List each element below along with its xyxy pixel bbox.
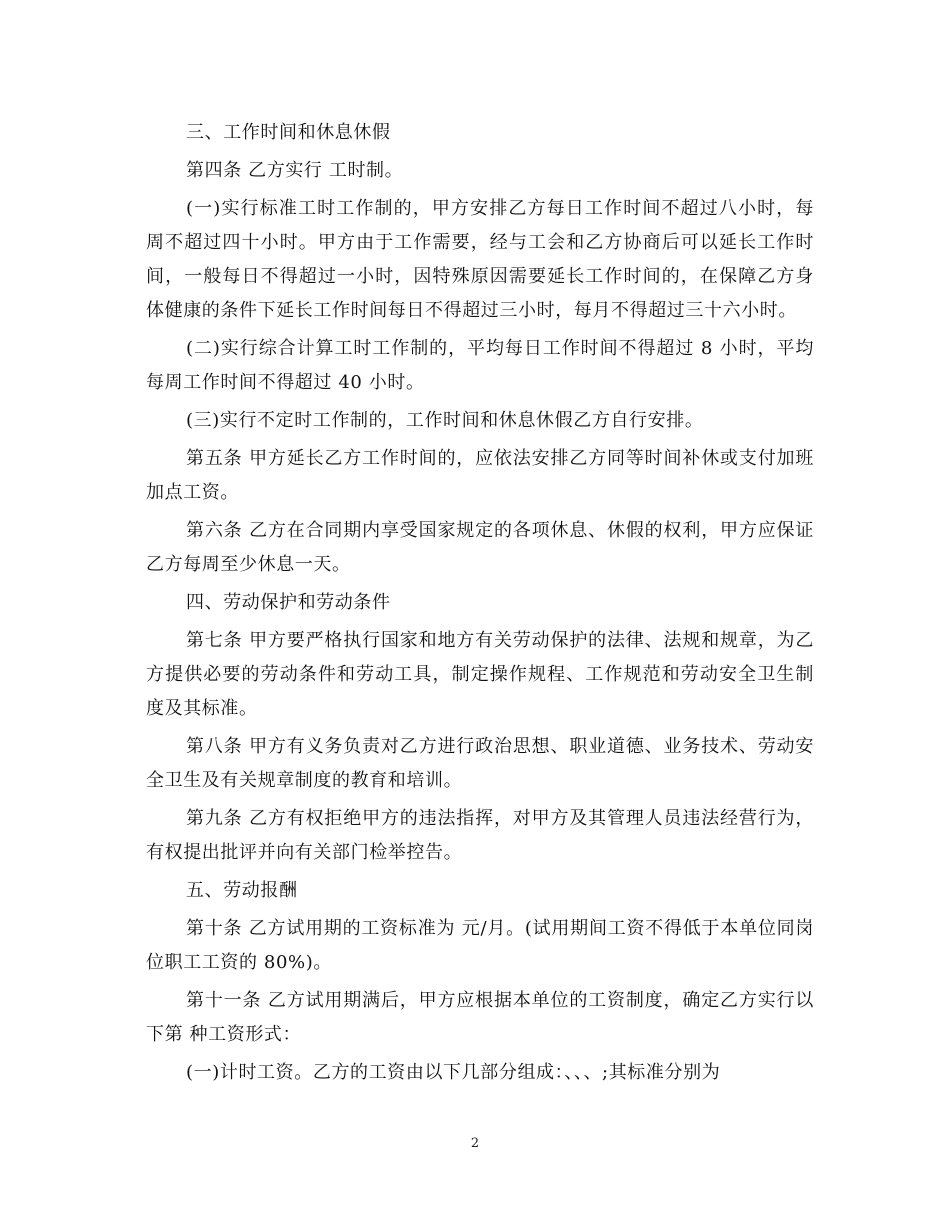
article-9: 第九条 乙方有权拒绝甲方的违法指挥，对甲方及其管理人员违法经营行为，有权提出批评并向有关部门检举控告。	[146, 808, 814, 863]
article-4-item-2: (二)实行综合计算工时工作制的，平均每日工作时间不得超过 8 小时，平均每周工作时间不得超过 40 小时。	[146, 338, 814, 393]
document-body	[146, 116, 814, 1094]
article-4: 第四条 乙方实行 工时制。	[186, 160, 404, 181]
article-6: 第六条 乙方在合同期内享受国家规定的各项休息、休假的权利，甲方应保证乙方每周至少休息一天。	[146, 520, 814, 575]
section-heading-5: 五、劳动报酬	[186, 880, 298, 901]
article-11: 第十一条 乙方试用期满后，甲方应根据本单位的工资制度，确定乙方实行以下第 种工资形式：	[146, 990, 814, 1045]
article-4-item-1: (一)实行标准工时工作制的，甲方安排乙方每日工作时间不超过八小时，每周不超过四十小时。甲方由于工作需要，经与工会和乙方协商后可以延长工作时间，一般每日不得超过一小时，因特殊原因需要延长工作时间的，在保障乙方身体健康的条件下延长工作时间每日不得超过三小时，每月不得超过三十六小时。	[146, 198, 814, 321]
article-7: 第七条 甲方要严格执行国家和地方有关劳动保护的法律、法规和规章，为乙方提供必要的劳动条件和劳动工具，制定操作规程、工作规范和劳动安全卫生制度及其标准。	[146, 630, 814, 719]
article-4-item-3: (三)实行不定时工作制的，工作时间和休息休假乙方自行安排。	[186, 410, 704, 431]
section-heading-4: 四、劳动保护和劳动条件	[186, 592, 391, 613]
page-number: 2	[470, 1136, 480, 1151]
article-10: 第十条 乙方试用期的工资标准为 元/月。(试用期间工资不得低于本单位同岗位职工工资的 80%)。	[146, 918, 814, 973]
section-heading-3: 三、工作时间和休息休假	[186, 122, 391, 143]
article-11-item-1: (一)计时工资。乙方的工资由以下几部分组成：、、、;其标准分别为	[186, 1062, 721, 1083]
article-5: 第五条 甲方延长乙方工作时间的，应依法安排乙方同等时间补休或支付加班加点工资。	[146, 448, 814, 503]
article-8: 第八条 甲方有义务负责对乙方进行政治思想、职业道德、业务技术、劳动安全卫生及有关规章制度的教育和培训。	[146, 736, 814, 791]
